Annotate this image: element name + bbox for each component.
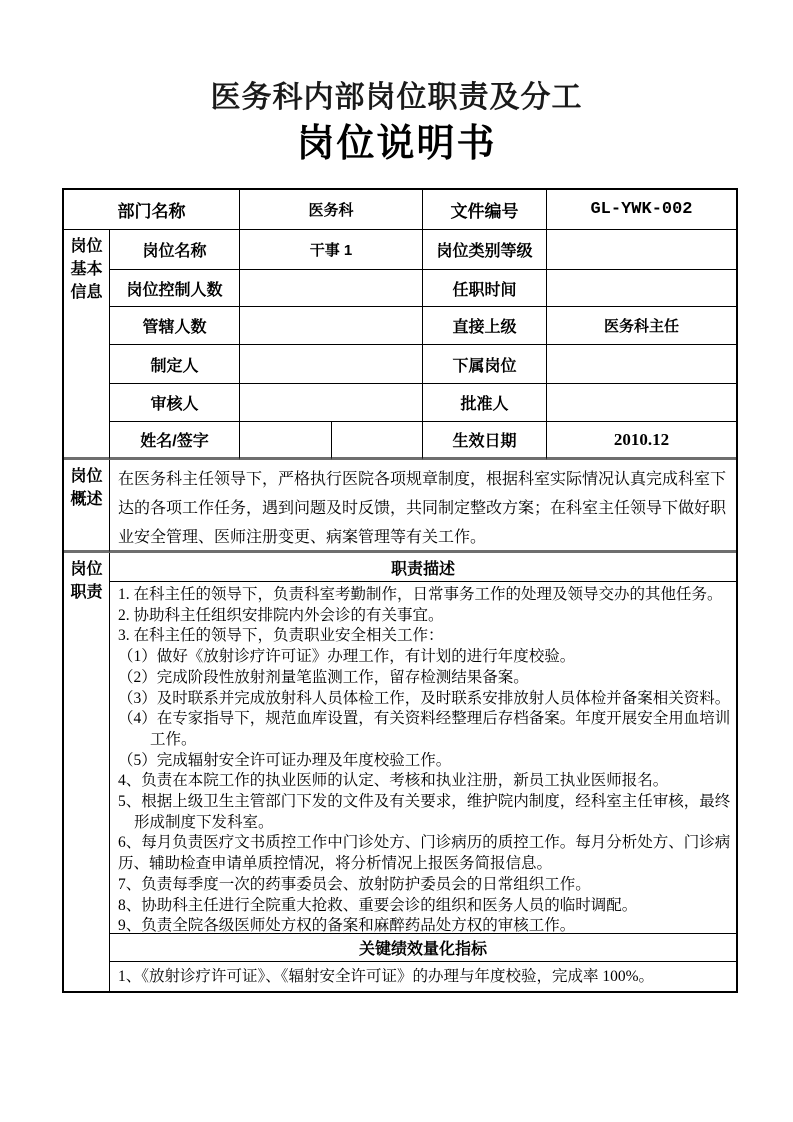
position-category-value: [547, 230, 736, 270]
overview-text: 在医务科主任领导下，严格执行医院各项规章制度，根据科室实际情况认真完成科室下达的各项工作任务，遇到问题及时反馈，共同制定整改方案；在科室主任领导下做好职业安全管理、医师注册变更、病案管理等有关工作。: [110, 460, 736, 553]
kpi-item-1: 1、《放射诊疗许可证》、《辐射安全许可证》的办理与年度校验，完成率 100%。: [118, 968, 655, 985]
duty-item-8: （5）完成辐射安全许可证办理及年度校验工作。: [118, 751, 452, 769]
control-count-value: [240, 270, 423, 307]
duty-item-11: 6、每月负责医疗文书质控工作中门诊处方、门诊病历的质控工作。每月分析处方、门诊病历、辅助检查申请单质控情况，将分析情况上报医务简报信息。: [118, 834, 731, 873]
duties-section-label: 岗位职责: [64, 553, 110, 991]
duty-item-5: （2）完成阶段性放射剂量笔监测工作，留存检测结果备案。: [118, 668, 529, 686]
approver-value: [547, 384, 736, 422]
position-name-label: 岗位名称: [110, 230, 240, 270]
signature-label: 姓名/签字: [110, 422, 240, 460]
duty-item-1: 1. 在科主任的领导下，负责科室考勤制作，日常事务工作的处理及领导交办的其他任务。: [118, 586, 723, 603]
kpi-header: 关键绩效量化指标: [110, 934, 736, 962]
direct-superior-label: 直接上级: [423, 307, 547, 345]
managed-count-value: [240, 307, 423, 345]
doc-number-value: GL-YWK-002: [547, 190, 736, 230]
reviewer-value: [240, 384, 423, 422]
managed-count-label: 管辖人数: [110, 307, 240, 345]
section-basic-info-label: 岗位基本信息: [64, 230, 110, 460]
doc-number-label: 文件编号: [423, 190, 547, 230]
creator-value: [240, 345, 423, 384]
subordinate-position-value: [547, 345, 736, 384]
tenure-label: 任职时间: [423, 270, 547, 307]
approver-label: 批准人: [423, 384, 547, 422]
creator-label: 制定人: [110, 345, 240, 384]
duty-item-7: （4）在专家指导下，规范血库设置，有关资料经整理后存档备案。年度开展安全用血培训工作。: [118, 710, 731, 748]
duty-item-12: 7、负责每季度一次的药事委员会、放射防护委员会的日常组织工作。: [118, 875, 591, 893]
overview-section-label: 岗位概述: [64, 460, 110, 553]
doc-subtitle: 岗位说明书: [296, 123, 497, 165]
effective-date-label: 生效日期: [423, 422, 547, 460]
duty-item-14: 9、负责全院各级医师处方权的备案和麻醉药品处方权的审核工作。: [118, 917, 576, 934]
effective-date-value: 2010.12: [547, 422, 736, 460]
subordinate-position-label: 下属岗位: [423, 345, 547, 384]
duty-item-10: 5、根据上级卫生主管部门下发的文件及有关要求，维护院内制度，经科室主任审核，最终形成制度下发科室。: [118, 793, 731, 831]
position-category-label: 岗位类别等级: [423, 230, 547, 270]
reviewer-label: 审核人: [110, 384, 240, 422]
signature-cell-1: [240, 422, 332, 460]
duty-item-13: 8、协助科主任进行全院重大抢救、重要会诊的组织和医务人员的临时调配。: [118, 896, 638, 914]
duty-item-6: （3）及时联系并完成放射科人员体检工作，及时联系安排放射人员体检并备案相关资料。: [118, 689, 731, 707]
direct-superior-value: 医务科主任: [547, 307, 736, 345]
duty-item-4: （1）做好《放射诊疗许可证》办理工作，有计划的进行年度校验。: [118, 648, 576, 666]
control-count-label: 岗位控制人数: [110, 270, 240, 307]
signature-cell-2: [332, 422, 423, 460]
tenure-value: [547, 270, 736, 307]
duties-list: [110, 582, 736, 934]
duty-item-2: 2. 协助科主任组织安排院内外会诊的有关事宜。: [118, 606, 444, 624]
dept-name-label: 部门名称: [64, 190, 240, 230]
duty-item-9: 4、负责在本院工作的执业医师的认定、考核和执业注册，新员工执业医师报名。: [118, 772, 669, 790]
dept-name-value: 医务科: [240, 190, 423, 230]
position-name-value: 干事 1: [240, 230, 423, 270]
job-description-table: [62, 188, 738, 993]
doc-title: 医务科内部岗位职责及分工: [210, 81, 583, 114]
duty-item-3: 3. 在科主任的领导下，负责职业安全相关工作：: [118, 627, 444, 645]
duties-header: 职责描述: [110, 553, 736, 582]
